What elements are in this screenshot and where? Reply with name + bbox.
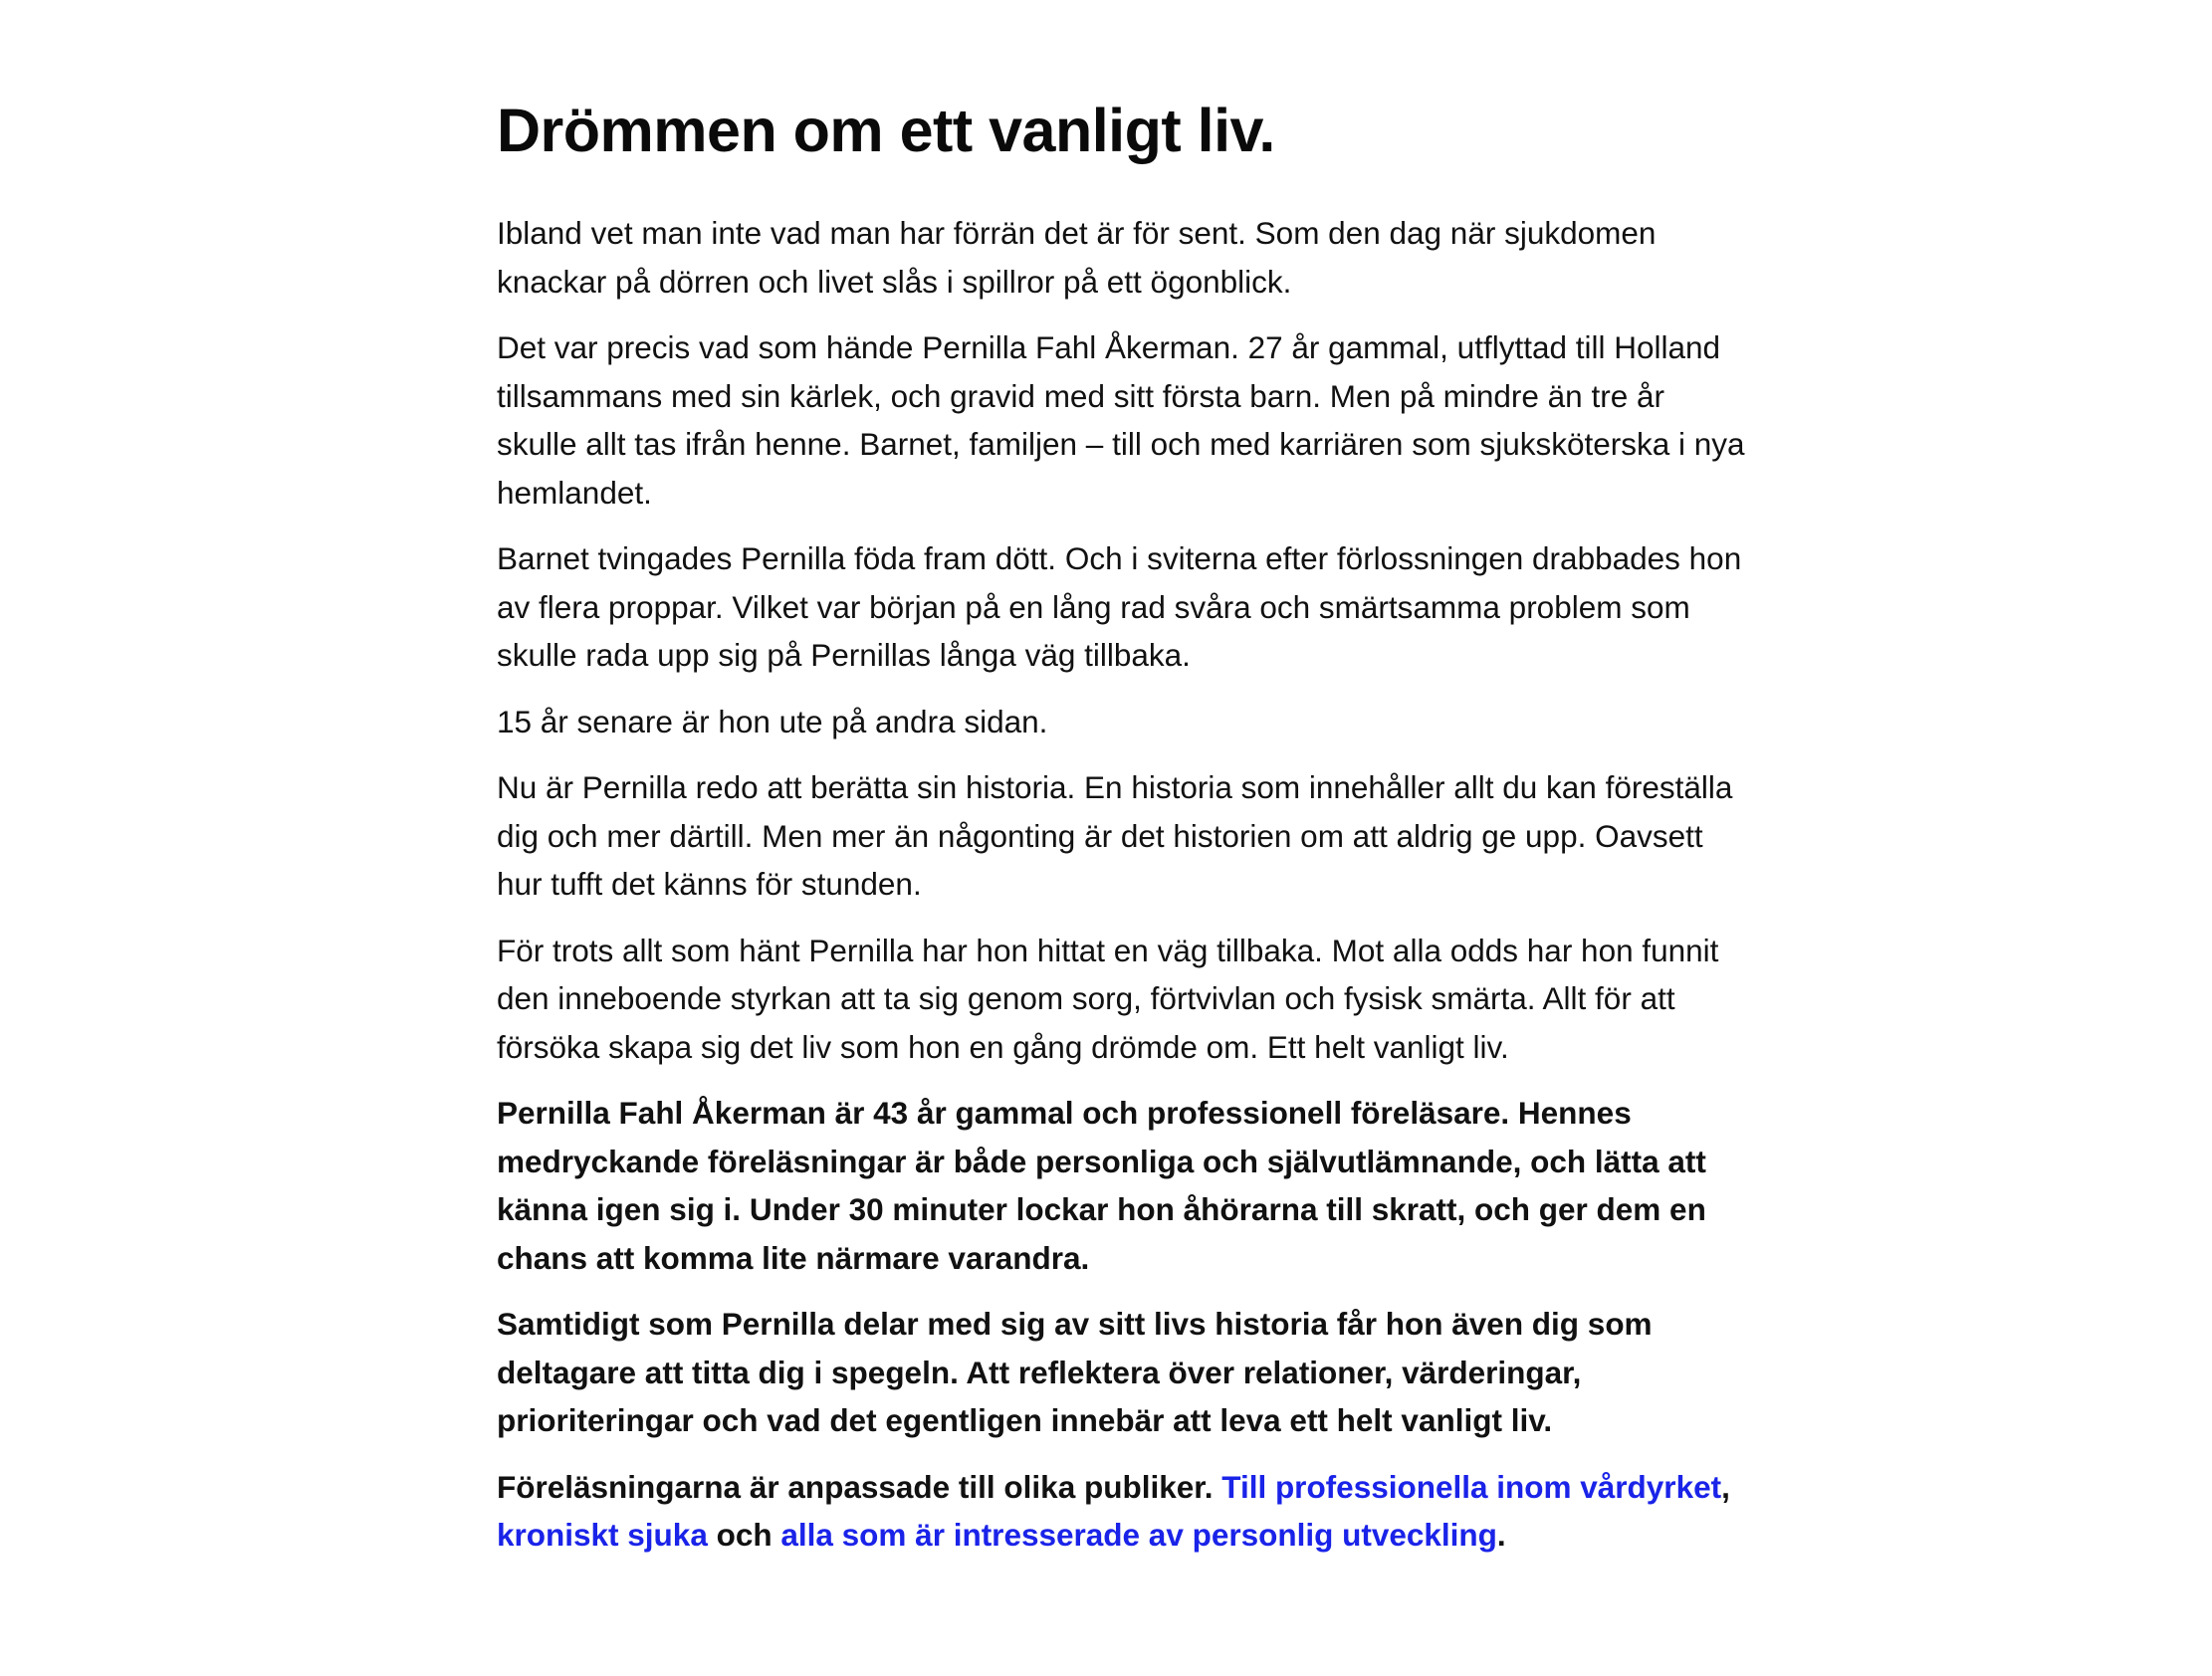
paragraph-background: Det var precis vad som hände Pernilla Fahl Åkerman. 27 år gammal, utflyttad till Holland tillsammans med sin kärlek, och gravid med sitt första barn. Men på mindre än tre år skulle allt tas ifrån henne. Barnet, familjen – till och med karriären som sjuksköterska i nya hemlandet. bbox=[497, 329, 1745, 511]
paragraph-way-back: För trots allt som hänt Pernilla har hon hittat en väg tillbaka. Mot alla odds har hon funnit den inneboende styrkan att ta sig genom sorg, förtvivlan och fysisk smärta. Allt för att försöka skapa sig det liv som hon en gång drömde om. Ett helt vanligt liv. bbox=[497, 932, 1719, 1065]
link-personal-development[interactable]: alla som är intresserade av personlig utveckling bbox=[780, 1517, 1497, 1553]
paragraph-speaker-bio: Pernilla Fahl Åkerman är 43 år gammal och professionell föreläsare. Hennes medryckande föreläsningar är både personliga och självutlämnande, och lätta att känna igen sig i. Under 30 minuter lockar hon åhörarna till skratt, och ger dem en chans att komma lite närmare varandra. bbox=[497, 1095, 1706, 1276]
audiences-lead-text: Föreläsningarna är anpassade till olika publiker. bbox=[497, 1468, 1222, 1505]
audiences-end-period: . bbox=[1496, 1517, 1506, 1553]
audiences-separator-and: och bbox=[707, 1517, 781, 1553]
paragraph-audiences bbox=[497, 1463, 1751, 1560]
paragraph-story: Nu är Pernilla redo att berätta sin historia. En historia som innehåller allt du kan föreställa dig och mer därtill. Men mer än någonting är det historien om att aldrig ge upp. Oavsett hur tufft det känns för stunden. bbox=[497, 769, 1733, 902]
link-healthcare-professionals[interactable]: Till professionella inom vårdyrket bbox=[1221, 1468, 1722, 1505]
article bbox=[497, 92, 1751, 1577]
paragraph-reflection: Samtidigt som Pernilla delar med sig av sitt livs historia får hon även dig som deltagare att titta dig i spegeln. Att reflektera över relationer, värderingar, prioriteringar och vad det egentligen innebär att leva ett helt vanligt liv. bbox=[497, 1306, 1653, 1438]
paragraph-intro: Ibland vet man inte vad man har förrän det är för sent. Som den dag när sjukdomen knackar på dörren och livet slås i spillror på ett ögonblick. bbox=[497, 215, 1657, 300]
paragraph-illness: Barnet tvingades Pernilla föda fram dött. Och i sviterna efter förlossningen drabbades hon av flera proppar. Vilket var början på en lång rad svåra och smärtsamma problem som skulle rada upp sig på Pernillas långa väg tillbaka. bbox=[497, 540, 1742, 673]
audiences-separator-comma: , bbox=[1721, 1468, 1730, 1505]
page-title: Drömmen om ett vanligt liv. bbox=[497, 97, 1275, 164]
link-chronically-ill[interactable]: kroniskt sjuka bbox=[497, 1517, 708, 1553]
paragraph-fifteen-years: 15 år senare är hon ute på andra sidan. bbox=[497, 703, 1048, 739]
